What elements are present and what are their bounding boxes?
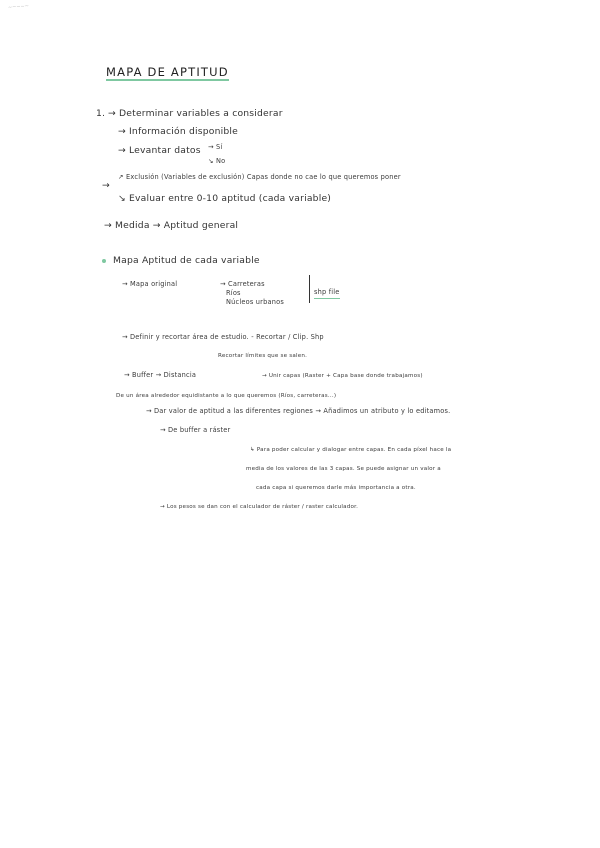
note-line: → De buffer a ráster [160, 426, 231, 434]
bullet-dot [102, 259, 106, 263]
note-branch: → Sí [208, 143, 223, 151]
page-title: MAPA DE APTITUD [106, 65, 229, 79]
list-item: Ríos [226, 289, 241, 297]
list-item: Núcleos urbanos [226, 298, 284, 306]
note-line: → Medida → Aptitud general [104, 220, 239, 231]
note-line: cada capa si queremos darle más importancia a otra. [256, 485, 416, 491]
list-item: → Carreteras [220, 280, 265, 288]
corner-mark: ~~~~~ [7, 3, 30, 11]
note-line: → Determinar variables a considerar [108, 108, 283, 119]
note-line: → Buffer → Distancia [124, 371, 197, 379]
note-line: Recortar límites que se salen. [218, 353, 308, 359]
note-line: → Unir capas (Raster + Capa base donde trabajamos) [262, 373, 423, 379]
section-heading: Mapa Aptitud de cada variable [113, 255, 260, 266]
note-line: ↗ Exclusión (Variables de exclusión) Capas donde no cae lo que queremos poner [118, 173, 401, 181]
highlighted-term: shp file [314, 286, 340, 299]
arrow-glyph: → [102, 180, 110, 191]
note-line: → Dar valor de aptitud a las diferentes regiones → Añadimos un atributo y lo editamos. [146, 407, 451, 415]
note-line: ↳ Para poder calcular y dialogar entre capas. En cada píxel hace la [250, 447, 452, 453]
note-line: → Definir y recortar área de estudio. - Recortar / Clip. Shp [122, 333, 324, 341]
note-line: → Los pesos se dan con el calculador de ráster / raster calculador. [160, 504, 359, 510]
note-line: media de los valores de las 3 capas. Se puede asignar un valor a [246, 466, 441, 472]
note-line: ↘ Evaluar entre 0-10 aptitud (cada variable) [118, 193, 332, 204]
note-branch: ↘ No [208, 157, 226, 165]
note-line: → Mapa original [122, 280, 178, 288]
note-line: → Información disponible [118, 126, 239, 137]
note-line: → Levantar datos [118, 145, 201, 156]
bracket-line [309, 275, 310, 303]
step-number: 1. [96, 108, 106, 119]
note-line: De un área alrededor equidistante a lo que queremos (Ríos, carreteras...) [116, 393, 337, 399]
